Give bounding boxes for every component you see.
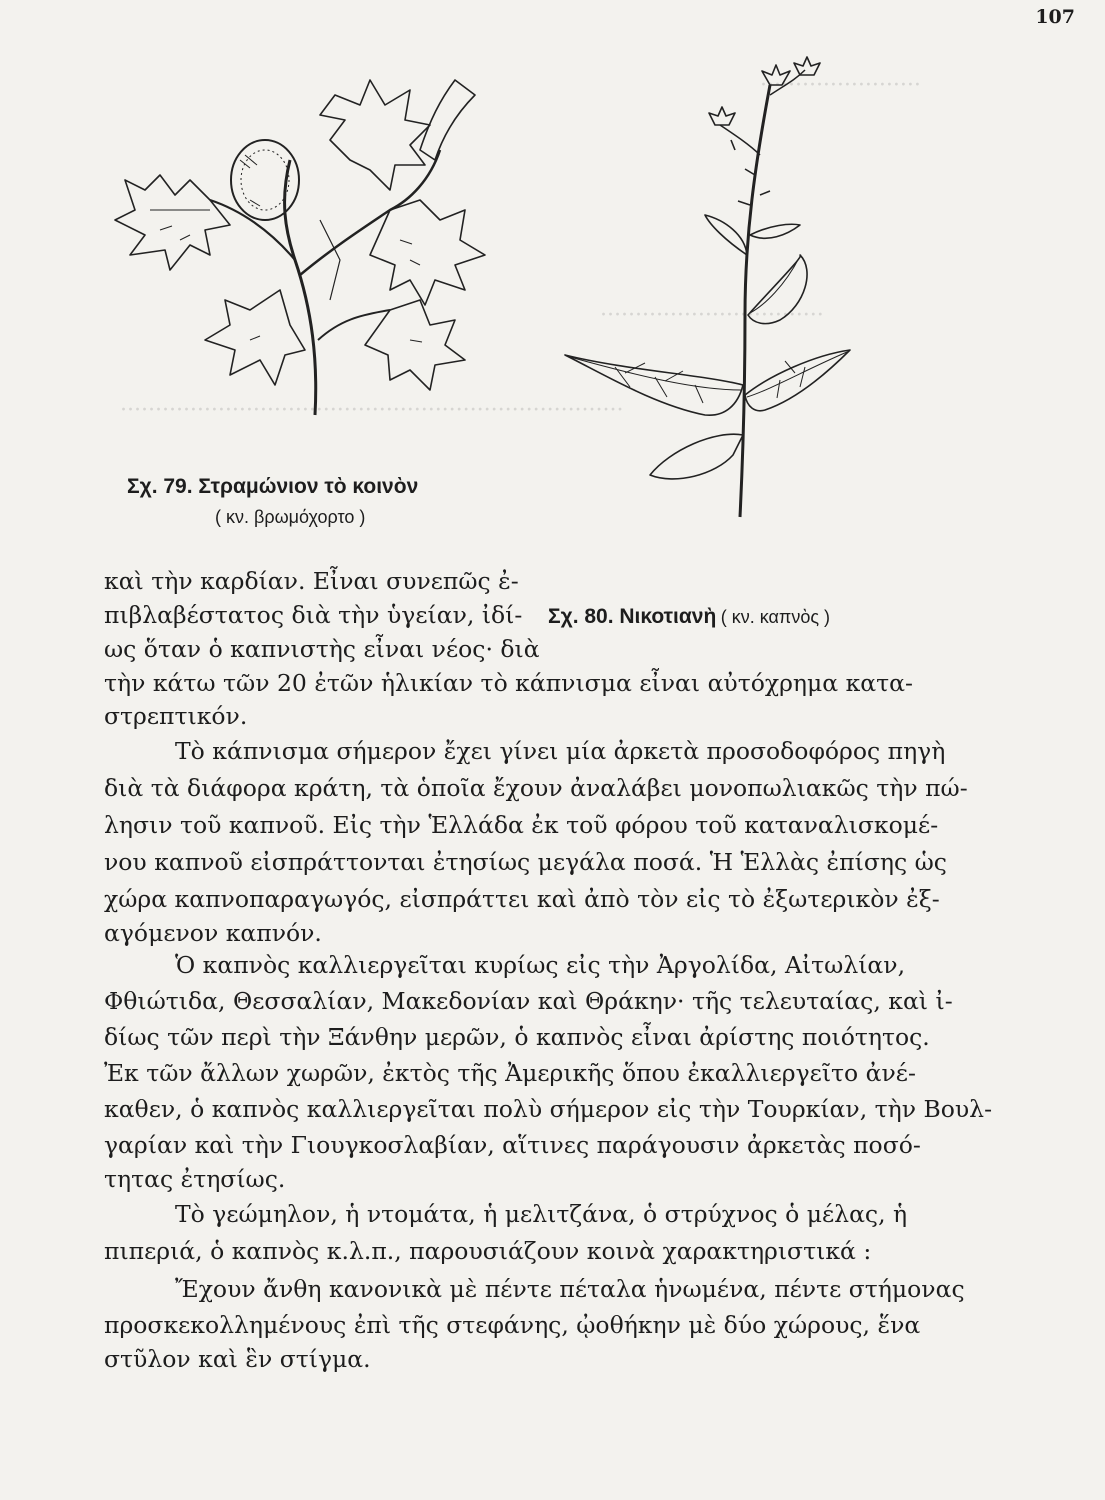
body-line: δίως τῶν περὶ τὴν Ξάνθην μερῶν, ὁ καπνὸς εἶναι ἀρίστης ποιότητος. <box>104 1023 930 1051</box>
body-line: τὴν κάτω τῶν 20 ἐτῶν ἡλικίαν τὸ κάπνισμα εἶναι αὐτόχρημα κατα- <box>104 669 913 697</box>
body-line: στρεπτικόν. <box>104 702 248 730</box>
body-line: πιπεριά, ὁ καπνὸς κ.λ.π., παρουσιάζουν κοινὰ χαρακτηριστικά : <box>104 1237 872 1265</box>
show-through-text: ········································································ <box>120 398 624 423</box>
body-line: καθεν, ὁ καπνὸς καλλιεργεῖται πολὺ σήμερον εἰς τὴν Τουρκίαν, τὴν Βουλ- <box>104 1095 993 1123</box>
body-line: Τὸ κάπνισμα σήμερον ἔχει γίνει μία ἀρκετὰ προσοδοφόρος πηγὴ <box>175 737 946 765</box>
figure-79-sub: ( κν. βρωμόχορτο ) <box>215 507 366 527</box>
body-line: λησιν τοῦ καπνοῦ. Εἰς τὴν Ἑλλάδα ἐκ τοῦ φόρου τοῦ καταναλισκομέ- <box>104 811 939 839</box>
body-line: Φθιώτιδα, Θεσσαλίαν, Μακεδονίαν καὶ Θράκην· τῆς τελευταίας, καὶ ἰ- <box>104 987 953 1015</box>
body-line: Ἔχουν ἄνθη κανονικὰ μὲ πέντε πέταλα ἡνωμένα, πέντε στήμονας <box>175 1275 965 1303</box>
body-line: τητας ἐτησίως. <box>104 1165 286 1193</box>
body-line: προσκεκολλημένους ἐπὶ τῆς στεφάνης, ᾠοθήκην μὲ δύο χώρους, ἕνα <box>104 1311 921 1339</box>
show-through-text: ······················· <box>760 73 921 98</box>
datura-illustration <box>90 60 590 420</box>
figure-79-subcaption <box>215 507 365 528</box>
figure-80-caption <box>548 605 830 629</box>
body-line: ως ὅταν ὁ καπνιστὴς εἶναι νέος· διὰ <box>104 635 540 663</box>
show-through-text: ································ <box>600 303 824 328</box>
body-line: νου καπνοῦ εἰσπράττονται ἐτησίως μεγάλα ποσά. Ἡ Ἑλλὰς ἐπίσης ὡς <box>104 848 947 876</box>
figure-79-caption <box>127 475 418 499</box>
body-line: διὰ τὰ διάφορα κράτη, τὰ ὁποῖα ἔχουν ἀναλάβει μονοπωλιακῶς τὴν πώ- <box>104 774 968 802</box>
body-line: πιβλαβέστατος διὰ τὴν ὑγείαν, ἰδί- <box>104 601 523 629</box>
figure-80-label: Σχ. 80. Νικοτιανὴ <box>548 605 717 628</box>
figure-80-sub: ( κν. καπνὸς ) <box>720 607 831 627</box>
body-line: αγόμενον καπνόν. <box>104 919 322 947</box>
body-line: χώρα καπνοπαραγωγός, εἰσπράττει καὶ ἀπὸ τὸν εἰς τὸ ἐξωτερικὸν ἐξ- <box>104 885 940 913</box>
body-line: Ὁ καπνὸς καλλιεργεῖται κυρίως εἰς τὴν Ἀργολίδα, Αἰτωλίαν, <box>175 951 906 979</box>
body-line: στῦλον καὶ ἓν στίγμα. <box>104 1345 371 1373</box>
tobacco-illustration <box>555 55 855 520</box>
figure-79-label: Σχ. 79. Στραμώνιον τὸ κοινὸν <box>127 475 419 498</box>
page-number: 107 <box>1035 6 1075 28</box>
body-line: καὶ τὴν καρδίαν. Εἶναι συνεπῶς ἐ- <box>104 567 519 595</box>
body-line: γαρίαν καὶ τὴν Γιουγκοσλαβίαν, αἵτινες παράγουσιν ἀρκετὰς ποσό- <box>104 1131 921 1159</box>
body-line: Τὸ γεώμηλον, ἡ ντομάτα, ἡ μελιτζάνα, ὁ στρύχνος ὁ μέλας, ἡ <box>175 1200 908 1228</box>
body-line: Ἐκ τῶν ἄλλων χωρῶν, ἐκτὸς τῆς Ἀμερικῆς ὅπου ἐκαλλιεργεῖτο ἀνέ- <box>104 1059 916 1087</box>
